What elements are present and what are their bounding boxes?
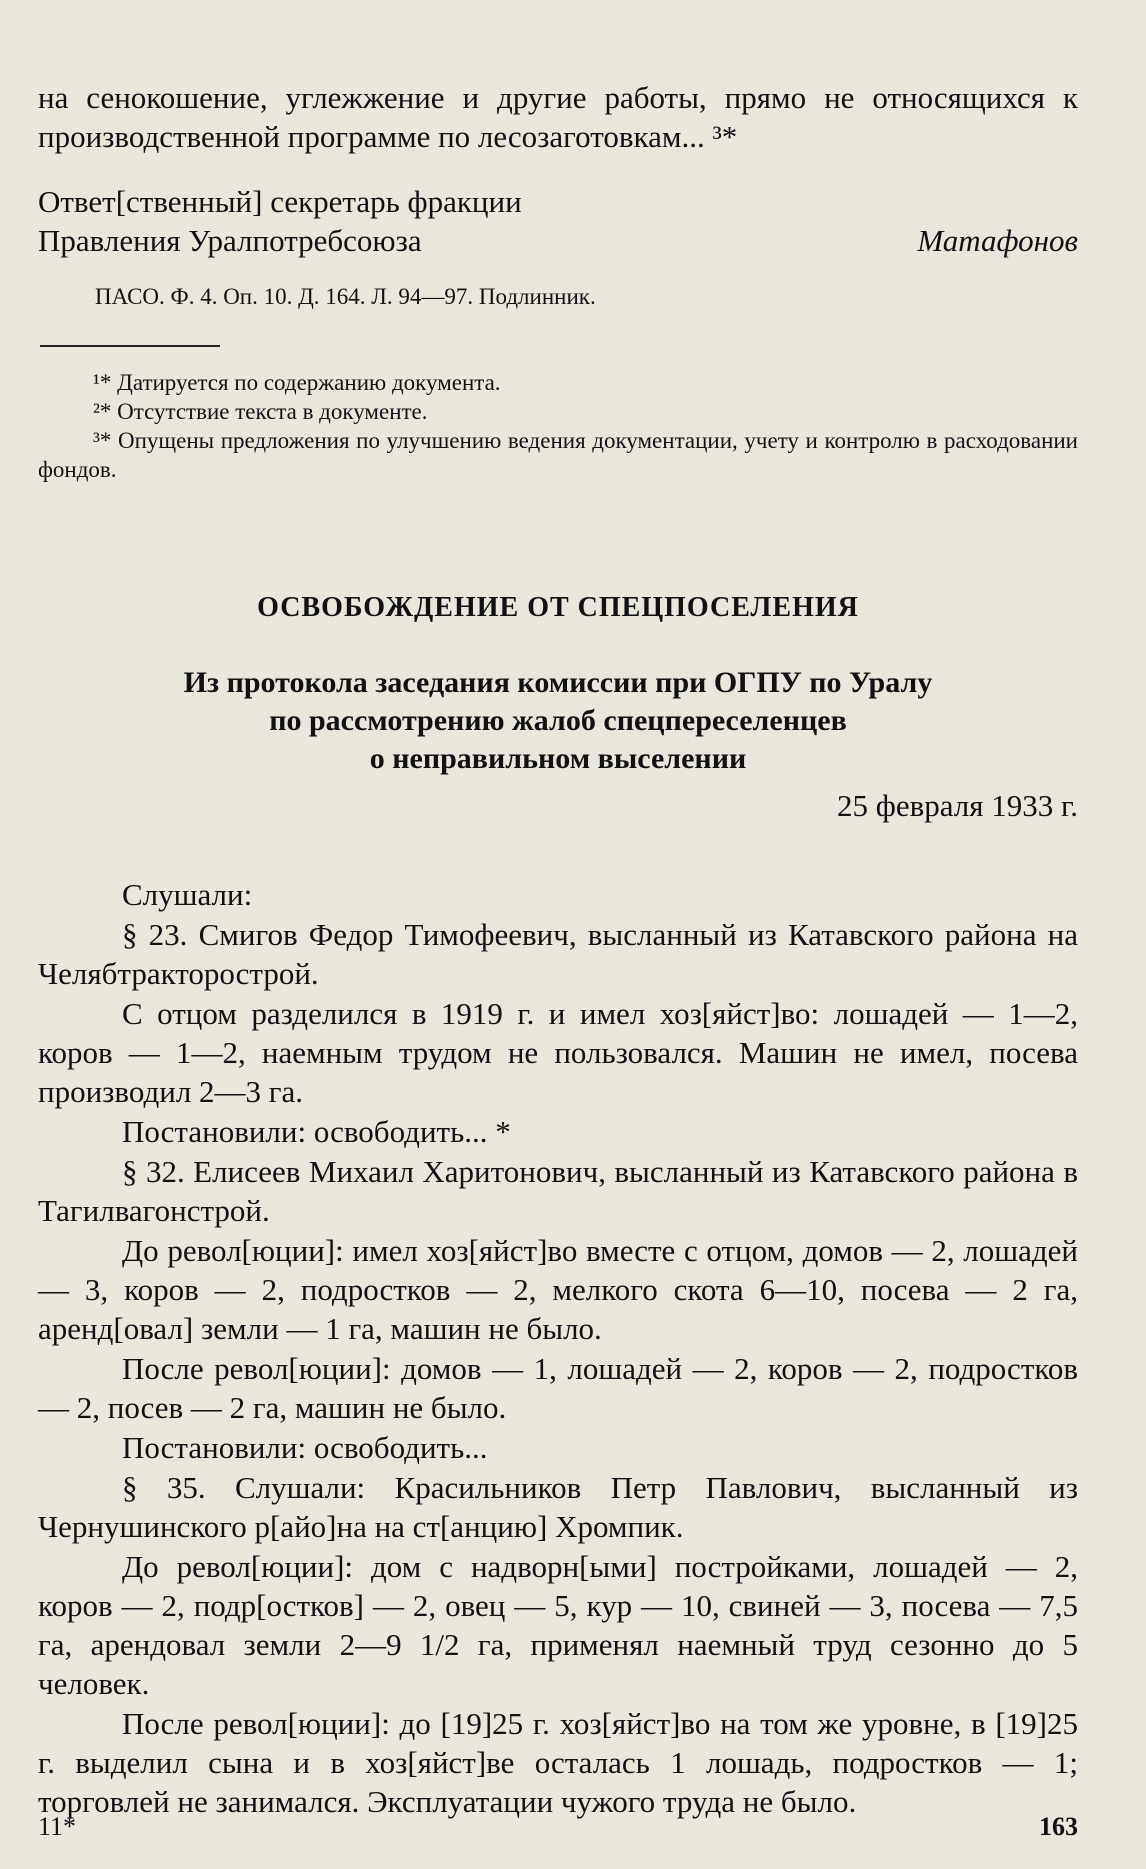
paragraph: Слушали: xyxy=(122,877,253,912)
signature-name: Матафонов xyxy=(917,223,1078,258)
footnotes xyxy=(38,368,1078,484)
signature-line-1: Ответ[ственный] секретарь фракции xyxy=(38,184,522,219)
protocol-body xyxy=(38,875,1078,1821)
paragraph: До револ[юции]: дом с надворн[ыми] постройками, лошадей — 2, коров — 2, подр[остков] — 2, овец — 5, кур — 10, свиней — 3, посева — 7,5 га, арендовал земли 2—9 1/2 га, применял наемный труд сезонно до 5 человек. xyxy=(38,1549,1078,1701)
top-text-block xyxy=(38,78,1078,156)
signature-mark: 11* xyxy=(38,1812,77,1841)
paragraph: Постановили: освободить... * xyxy=(122,1114,511,1149)
paragraph: § 32. Елисеев Михаил Харитонович, высланный из Катавского района в Тагилвагонстрой. xyxy=(38,1154,1078,1228)
page-number: 163 xyxy=(1039,1812,1078,1841)
document-subtitle xyxy=(38,664,1078,778)
section-heading: ОСВОБОЖДЕНИЕ ОТ СПЕЦПОСЕЛЕНИЯ xyxy=(257,592,859,623)
signature-line-2: Правления Уралпотребсоюза xyxy=(38,223,422,258)
paragraph: После револ[юции]: домов — 1, лошадей — 2, коров — 2, подростков — 2, посев — 2 га, машин не было. xyxy=(38,1351,1078,1425)
paragraph: С отцом разделился в 1919 г. и имел хоз[яйст]во: лошадей — 1—2, коров — 1—2, наемным трудом не пользовался. Машин не имел, посева производил 2—3 га. xyxy=(38,996,1078,1109)
footnote-3: ³* Опущены предложения по улучшению ведения документации, учету и контролю в расходовании фондов. xyxy=(38,428,1078,482)
signature-block xyxy=(38,182,1078,260)
document-date: 25 февраля 1933 г. xyxy=(837,788,1078,823)
footnote-2: ²* Отсутствие текста в документе. xyxy=(93,399,428,424)
footnote-1: ¹* Датируется по содержанию документа. xyxy=(93,370,501,395)
subtitle-line-2: по рассмотрению жалоб спецпереселенцев xyxy=(269,704,847,737)
subtitle-line-1: Из протокола заседания комиссии при ОГПУ по Уралу xyxy=(183,666,933,699)
paragraph: § 23. Смигов Федор Тимофеевич, высланный из Катавского района на Челябтракторострой. xyxy=(38,917,1078,991)
paragraph: После револ[юции]: до [19]25 г. хоз[яйст]во на том же уровне, в [19]25 г. выделил сына и в хоз[яйст]ве осталась 1 лошадь, подростков — 1; торговлей не занимался. Эксплуатации чужого труда не было. xyxy=(38,1706,1078,1819)
paragraph: Постановили: освободить... xyxy=(122,1430,488,1465)
top-text: на сенокошение, углежжение и другие работы, прямо не относящихся к производственной программе по лесозаготовкам... ³* xyxy=(38,80,1078,154)
footnote-divider xyxy=(40,345,220,347)
archive-reference: ПАСО. Ф. 4. Оп. 10. Д. 164. Л. 94—97. Подлинник. xyxy=(95,284,596,309)
paragraph: § 35. Слушали: Красильников Петр Павлович, высланный из Чернушинского р[айо]на на ст[анцию] Хромпик. xyxy=(38,1470,1078,1544)
subtitle-line-3: о неправильном выселении xyxy=(369,742,747,775)
paragraph: До револ[юции]: имел хоз[яйст]во вместе с отцом, домов — 2, лошадей — 3, коров — 2, подростков — 2, мелкого скота 6—10, посева — 2 га, аренд[овал] земли — 1 га, машин не было. xyxy=(38,1233,1078,1346)
